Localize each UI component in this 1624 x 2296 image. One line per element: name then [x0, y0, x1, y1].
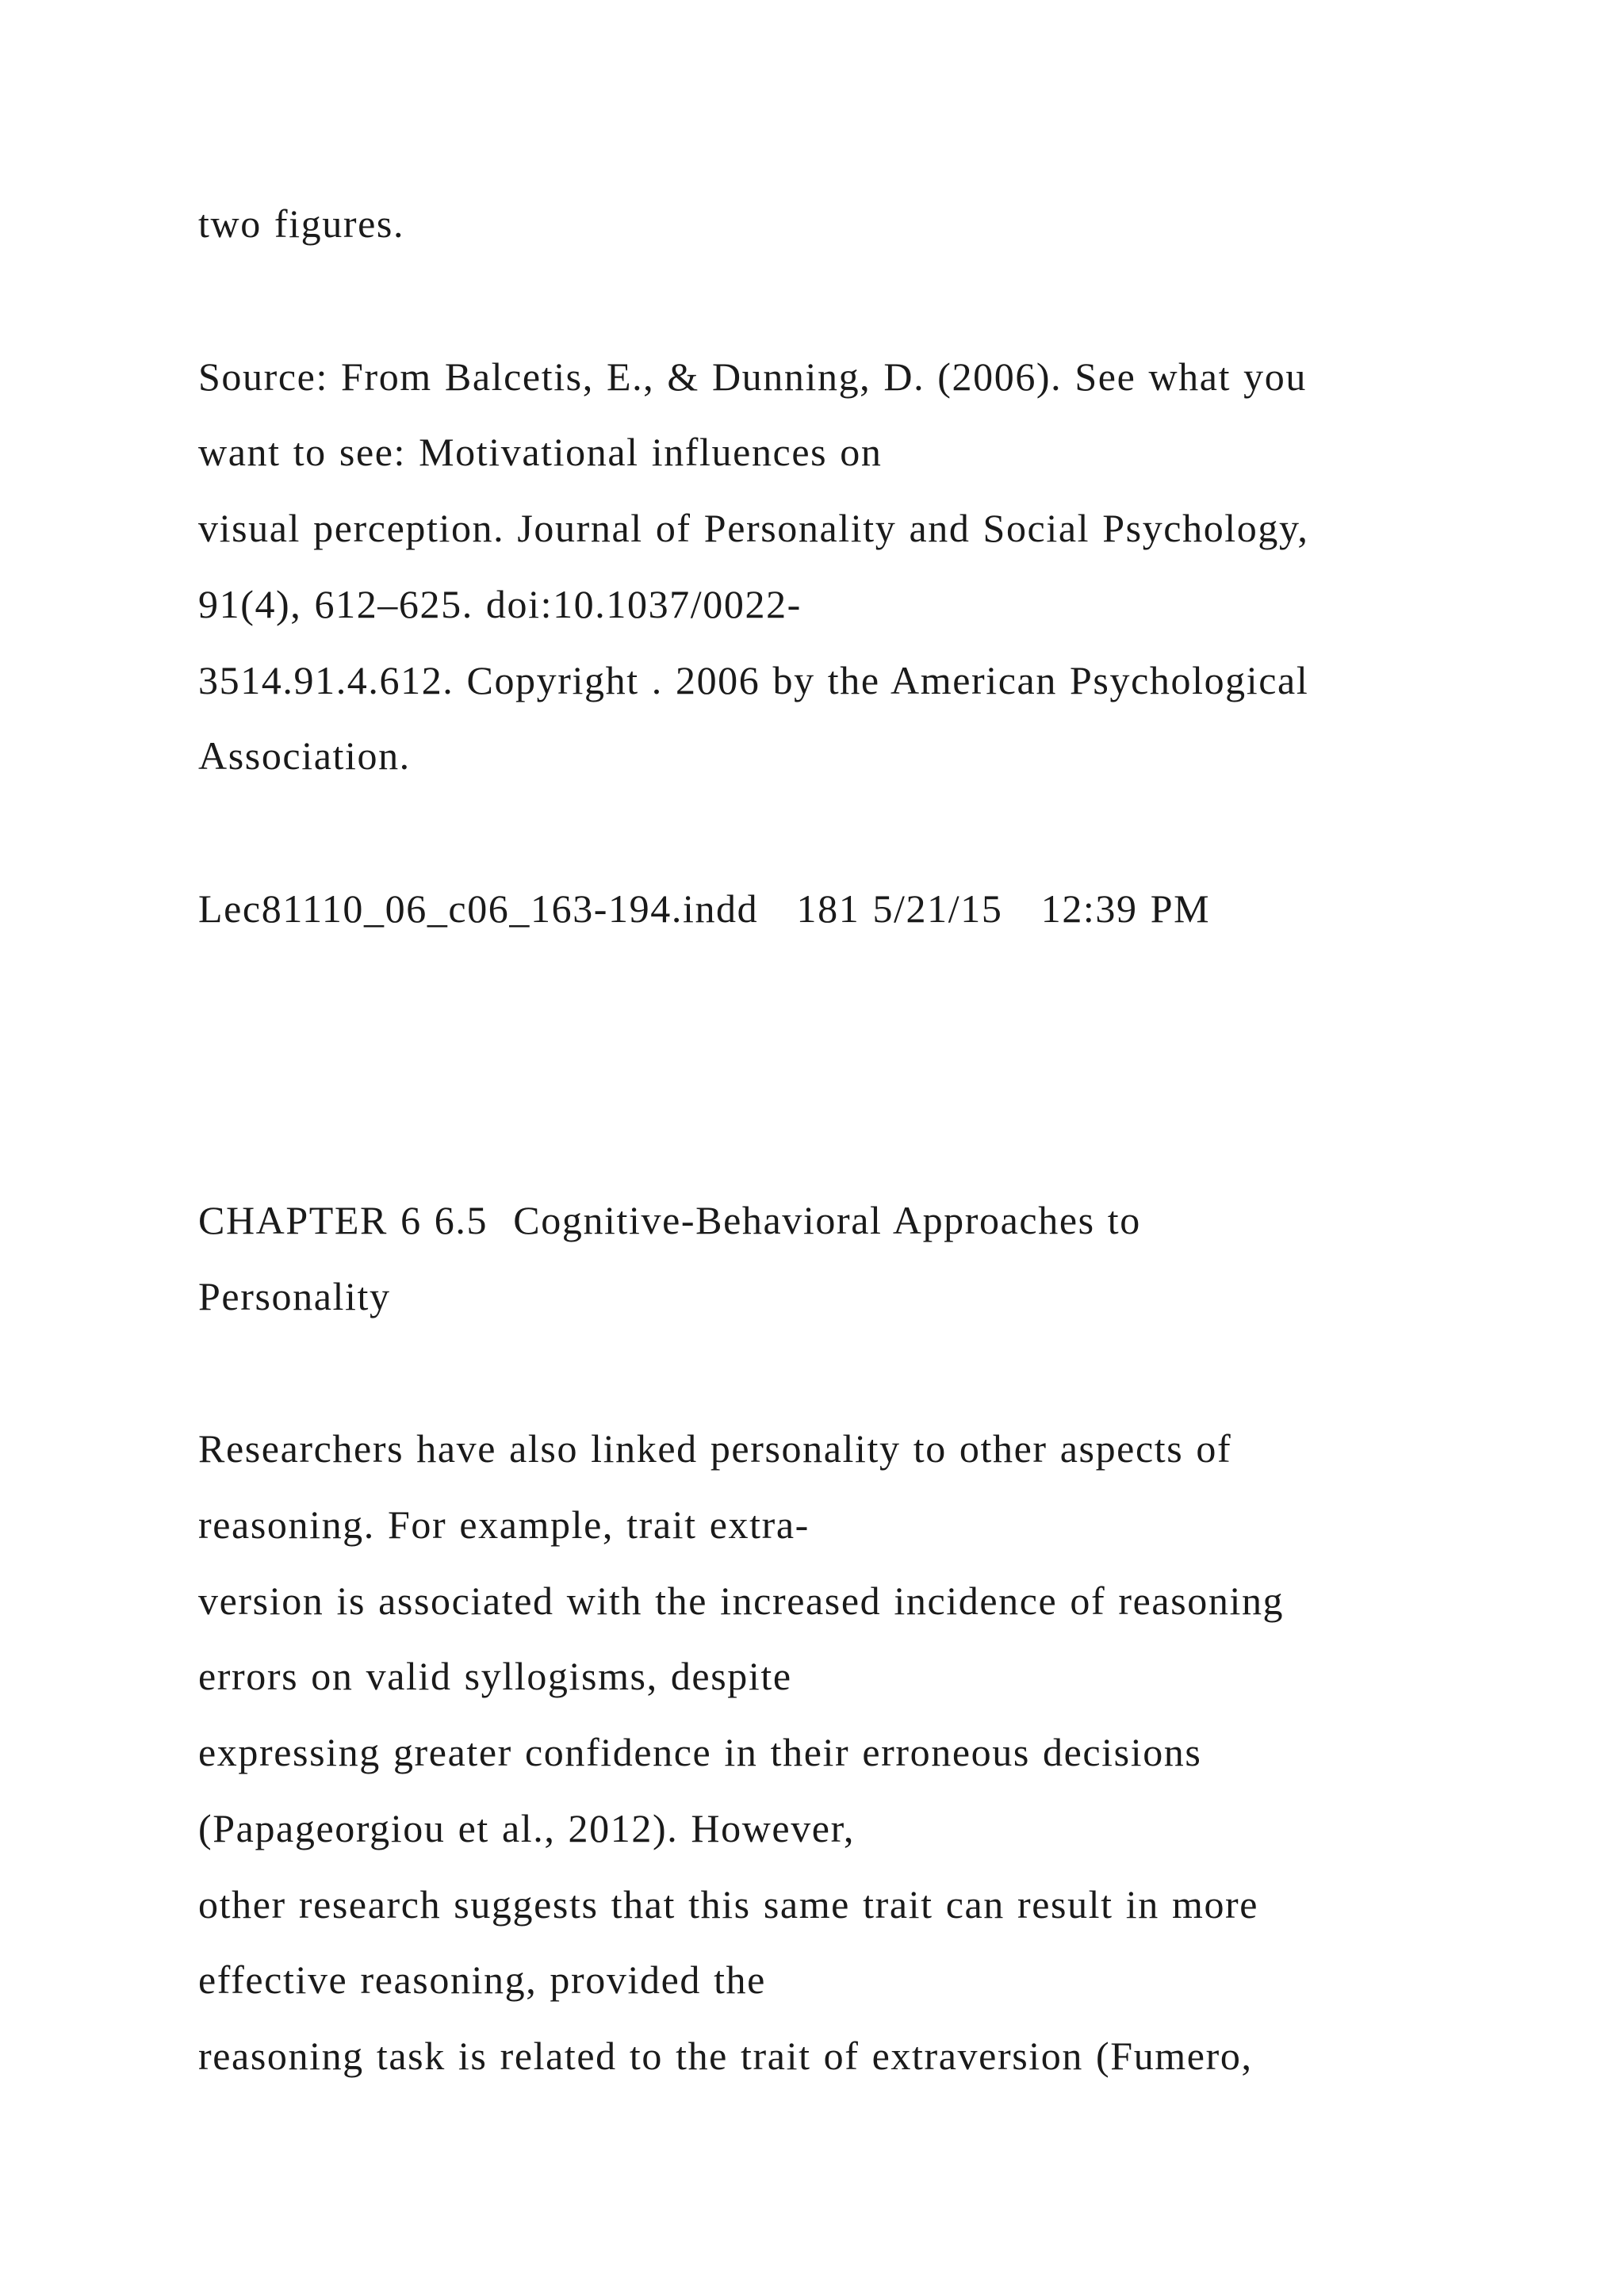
- paragraph-line: other research suggests that this same trait can result in more: [198, 1882, 1259, 1927]
- chapter-heading: CHAPTER 6 6.5 Cognitive-Behavioral Approaches to: [198, 1198, 1141, 1242]
- paragraph-line: errors on valid syllogisms, despite: [198, 1654, 792, 1698]
- paragraph-line: expressing greater confidence in their erroneous decisions: [198, 1730, 1202, 1774]
- text-line: two figures.: [198, 201, 405, 246]
- source-citation-line: Source: From Balcetis, E., & Dunning, D. (2006). See what you: [198, 354, 1307, 399]
- paragraph-line: version is associated with the increased incidence of reasoning: [198, 1578, 1285, 1623]
- source-citation-line: Association.: [198, 733, 411, 778]
- source-citation-line: visual perception. Journal of Personality and Social Psychology,: [198, 506, 1309, 550]
- paragraph-line: reasoning. For example, trait extra-: [198, 1502, 810, 1547]
- paragraph-line: reasoning task is related to the trait of extraversion (Fumero,: [198, 2034, 1253, 2078]
- chapter-heading: Personality: [198, 1274, 391, 1318]
- source-citation-line: 91(4), 612–625. doi:10.1037/0022-: [198, 582, 802, 626]
- paragraph-line: Researchers have also linked personality to other aspects of: [198, 1426, 1232, 1471]
- file-footer-line: Lec81110_06_c06_163-194.indd 181 5/21/15 12:39 PM: [198, 886, 1211, 931]
- paragraph-line: (Papageorgiou et al., 2012). However,: [198, 1806, 855, 1850]
- source-citation-line: 3514.91.4.612. Copyright . 2006 by the American Psychological: [198, 658, 1309, 702]
- paragraph-line: effective reasoning, provided the: [198, 1957, 766, 2002]
- source-citation-line: want to see: Motivational influences on: [198, 430, 883, 474]
